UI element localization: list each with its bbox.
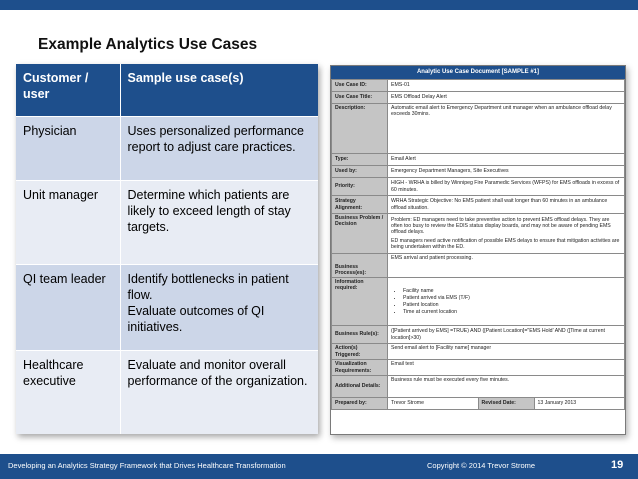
field-value: 13 January 2013: [534, 398, 625, 410]
list-item: • Patient arrived via EMS (T/F): [403, 295, 621, 301]
page-number: 19: [611, 459, 624, 471]
document-row: [332, 398, 625, 410]
field-label: Action(s) Triggered:: [332, 344, 388, 360]
customer-cell: Healthcare executive: [16, 350, 120, 434]
use-case-table: [16, 64, 318, 434]
document-row: [332, 360, 625, 376]
document-row: [332, 214, 625, 254]
field-label: Used by:: [332, 166, 388, 178]
use-case-cell: Determine which patients are likely to exceed length of stay targets.: [120, 180, 318, 264]
field-label: Use Case ID:: [332, 80, 388, 92]
field-label: Priority:: [332, 178, 388, 196]
table-header-row: [16, 64, 318, 116]
field-value: EMS-01: [388, 80, 625, 92]
field-value: Business rule must be executed every five minutes.: [388, 376, 625, 398]
problem-paragraph: Problem: ED managers need to take preventive action to prevent EMS offload delays. They are often too busy to review the EDIS status display boards, and may not be aware of pending EMS offload delays.: [391, 216, 611, 236]
document-row: [332, 344, 625, 360]
customer-cell: Physician: [16, 116, 120, 180]
document-row: [332, 166, 625, 178]
document-row: [332, 80, 625, 92]
document-fields-table: [331, 79, 625, 410]
field-label: Information required:: [332, 278, 388, 326]
slide-title: Example Analytics Use Cases: [38, 36, 258, 53]
table-row: [16, 116, 318, 180]
column-header-use-case: Sample use case(s): [120, 64, 318, 116]
document-row: [332, 254, 625, 278]
list-item: • Facility name: [403, 288, 621, 294]
field-value: Email Alert: [388, 154, 625, 166]
field-label: Strategy Alignment:: [332, 196, 388, 214]
field-value: Trevor Strome: [388, 398, 479, 410]
field-label: Use Case Title:: [332, 92, 388, 104]
footer-bar: [0, 454, 638, 479]
document-row: [332, 154, 625, 166]
problem-paragraph: ED managers need active notification of possible EMS delays to ensure that mitigation activities are being undertaken within the ED.: [391, 237, 620, 250]
field-label: Business Problem / Decision: [332, 214, 388, 254]
top-accent-bar: [0, 0, 638, 10]
document-row: [332, 196, 625, 214]
field-label: Type:: [332, 154, 388, 166]
field-value: EMS Offload Delay Alert: [388, 92, 625, 104]
information-list: [391, 288, 621, 316]
footer-copyright: Copyright © 2014 Trevor Strome: [427, 461, 536, 470]
list-item: • Patient location: [403, 302, 621, 308]
footer-title: Developing an Analytics Strategy Framework that Drives Healthcare Transformation: [8, 461, 286, 470]
field-value: EMS arrival and patient processing.: [388, 254, 625, 278]
use-case-line: Identify bottlenecks in patient flow.: [127, 271, 289, 302]
field-label: Description:: [332, 104, 388, 154]
table-row: [16, 350, 318, 434]
customer-cell: QI team leader: [16, 264, 120, 350]
field-value: Email text: [388, 360, 625, 376]
document-row: [332, 326, 625, 344]
field-label: Revised Date:: [478, 398, 534, 410]
document-row: [332, 178, 625, 196]
use-case-cell: [120, 264, 318, 350]
field-value: [388, 278, 625, 326]
field-label: Additional Details:: [332, 376, 388, 398]
column-header-customer: Customer / user: [16, 64, 120, 116]
field-value: HIGH - WRHA is billed by Winnipeg Fire Paramedic Services (WFPS) for EMS offloads in excess of 60 minutes.: [388, 178, 625, 196]
use-case-cell: Evaluate and monitor overall performance of the organization.: [120, 350, 318, 434]
list-item: • Time at current location: [403, 309, 621, 315]
field-value: Emergency Department Managers, Site Executives: [388, 166, 625, 178]
table-row: [16, 180, 318, 264]
field-label: Business Rule(s):: [332, 326, 388, 344]
document-row: [332, 278, 625, 326]
document-row: [332, 92, 625, 104]
table-row: [16, 264, 318, 350]
document-row: [332, 104, 625, 154]
field-value: Automatic email alert to Emergency Department unit manager when an ambulance offload delay exceeds 30mins.: [388, 104, 625, 154]
field-value: [388, 214, 625, 254]
use-case-line: Evaluate outcomes of QI initiatives.: [127, 303, 265, 334]
document-row: [332, 376, 625, 398]
field-value: Send email alert to [Facility name] manager: [388, 344, 625, 360]
use-case-document: [330, 65, 626, 435]
document-title: Analytic Use Case Document [SAMPLE #1]: [331, 66, 625, 79]
field-value: WRHA Strategic Objective: No EMS patient shall wait longer than 60 minutes in an ambulance offload situation.: [388, 196, 625, 214]
use-case-cell: Uses personalized performance report to adjust care practices.: [120, 116, 318, 180]
field-label: Business Process(es):: [332, 254, 388, 278]
customer-cell: Unit manager: [16, 180, 120, 264]
field-label: Visualization Requirements:: [332, 360, 388, 376]
field-value: ([Patient arrived by EMS] =TRUE) AND ([Patient Location]="EMS Hold' AND ([Time at current location]>30): [388, 326, 625, 344]
field-label: Prepared by:: [332, 398, 388, 410]
